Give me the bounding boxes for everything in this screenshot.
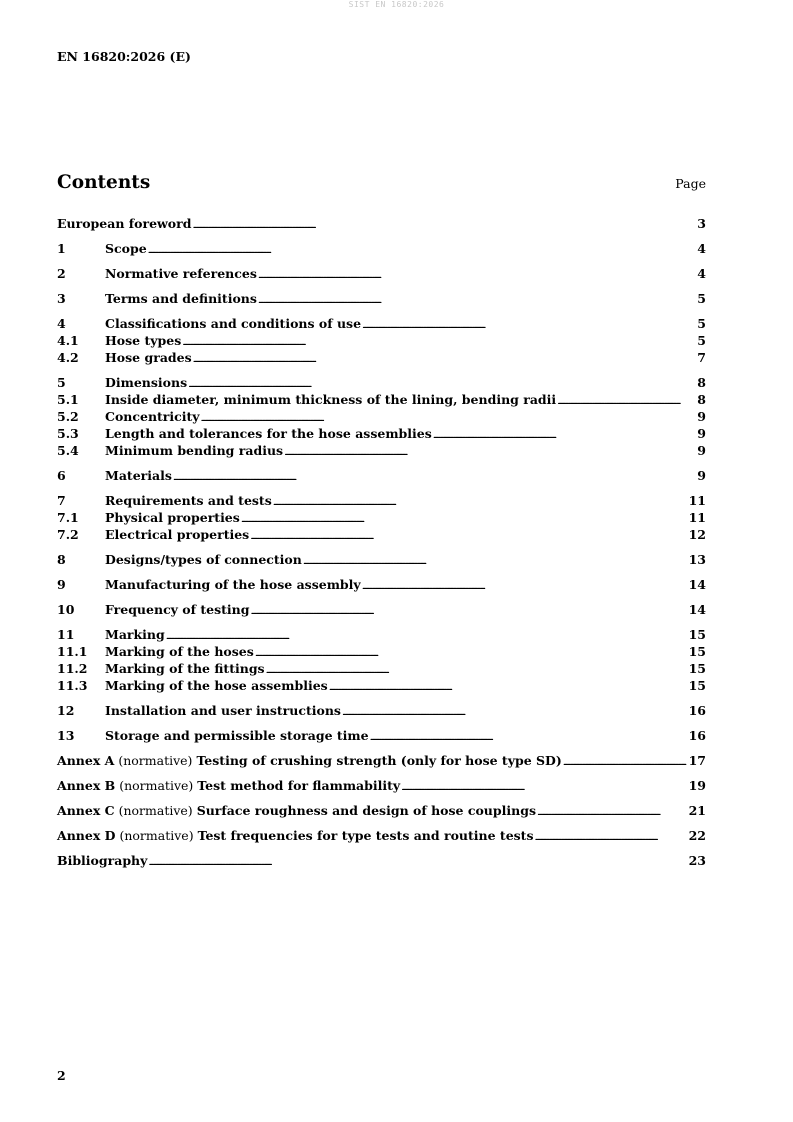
toc-entry-page: 14 [688,577,706,592]
annex-type: (normative) [118,803,193,818]
toc-entry-number: 4.2 [57,350,79,365]
toc-entry-title: Hose grades [105,350,192,365]
toc-entry-page: 16 [688,728,706,743]
toc-entry-title: Storage and permissible storage time [105,728,369,743]
toc-entry-title: Inside diameter, minimum thickness of the lining, bending radii [105,392,557,407]
toc-entry[interactable] [57,643,706,660]
annex-page: 21 [688,803,706,818]
toc-entry-bibliography[interactable] [57,852,706,869]
toc-entry-number: 10 [57,602,75,617]
dot-leader [258,265,696,285]
toc-entry-title: Length and tolerances for the hose assemblies [105,426,432,441]
toc-entry[interactable] [57,551,706,568]
toc-entry-number: 7.1 [57,510,79,525]
toc-entry[interactable] [57,315,706,332]
toc-entry-title: European foreword [57,216,192,231]
toc-entry-title: Hose types [105,333,182,348]
toc-entry[interactable] [57,702,706,719]
dot-leader [563,752,688,772]
toc-entry-foreword[interactable] [57,215,706,232]
toc-entry-page: 4 [697,266,706,281]
toc-entry[interactable] [57,727,706,744]
toc-entry-title: Marking of the hoses [105,644,254,659]
toc-entry-page: 15 [688,661,706,676]
toc-entry-page: 16 [688,703,706,718]
toc-entry-number: 11.3 [57,678,88,693]
annex-title: Surface roughness and design of hose couplings [196,803,537,818]
toc-entry-number: 12 [57,703,75,718]
toc-entry-title: Designs/types of connection [105,552,302,567]
toc-entry-number: 7 [57,493,66,508]
page-number: 2 [57,1068,66,1083]
dot-leader [303,551,688,571]
annex-page: 22 [688,828,706,843]
dot-leader [329,677,688,697]
toc-entry-page: 13 [688,552,706,567]
toc-entry-number: 1 [57,241,66,256]
toc-entry-page: 3 [697,216,706,231]
toc-entry[interactable] [57,492,706,509]
toc-entry-page: 14 [688,602,706,617]
dot-leader [192,215,696,235]
toc-entry-page: 11 [688,510,706,525]
toc-entry[interactable] [57,332,706,349]
dot-leader [537,802,688,822]
toc-entry-number: 5.1 [57,392,79,407]
toc-entry-page: 9 [697,443,706,458]
toc-entry-number: 5.3 [57,426,79,441]
toc-entry[interactable] [57,660,706,677]
toc-entry-page: 15 [688,678,706,693]
toc-title: Contents [57,172,151,193]
toc-entry[interactable] [57,265,706,282]
toc-entry[interactable] [57,526,706,543]
toc-entry[interactable] [57,425,706,442]
toc-entry-title: Normative references [105,266,257,281]
toc-entry-title: Physical properties [105,510,240,525]
dot-leader [370,727,688,747]
annex-label: Annex D [57,828,116,843]
toc-annex-c[interactable] [57,802,706,819]
toc-entry-title: Electrical properties [105,527,250,542]
annex-label: Annex B [57,778,116,793]
dot-leader [193,349,697,369]
toc-entry[interactable] [57,626,706,643]
toc-entry-page: 7 [697,350,706,365]
toc-entry-title: Classifications and conditions of use [105,316,362,331]
annex-title: Testing of crushing strength (only for hose type SD) [196,753,562,768]
toc-entry-title: Dimensions [105,375,188,390]
dot-leader [258,290,696,310]
toc-entry[interactable] [57,408,706,425]
toc-entry-page: 12 [688,527,706,542]
toc-entry-page: 9 [697,426,706,441]
toc-entry-title: Installation and user instructions [105,703,341,718]
toc-entry-title: Marking [105,627,165,642]
toc-entry-page: 9 [697,409,706,424]
toc-entry-page: 5 [697,291,706,306]
toc-entry[interactable] [57,442,706,459]
toc-entry-page: 23 [688,853,706,868]
toc-entry-title: Terms and definitions [105,291,257,306]
toc-entry-page: 15 [688,627,706,642]
annex-page: 17 [688,753,706,768]
toc-entry-number: 3 [57,291,66,306]
toc-entry[interactable] [57,509,706,526]
toc-entry-page: 9 [697,468,706,483]
toc-entry-page: 11 [688,493,706,508]
toc-entry-title: Requirements and tests [105,493,272,508]
toc-entry-number: 5 [57,375,66,390]
toc-annex-d[interactable] [57,827,706,844]
toc-entry-number: 11.1 [57,644,88,659]
toc-entry-number: 9 [57,577,66,592]
dot-leader [250,526,687,546]
toc-entry[interactable] [57,374,706,391]
annex-title: Test frequencies for type tests and routine tests [197,828,534,843]
dot-leader [342,702,688,722]
toc-entry[interactable] [57,240,706,257]
annex-title: Test method for flammability [197,778,401,793]
toc-entry[interactable] [57,349,706,366]
toc-entry-number: 5.4 [57,443,79,458]
toc-page-label: Page [675,176,706,191]
toc-entry-number: 11.2 [57,661,88,676]
toc-entry-title: Minimum bending radius [105,443,284,458]
dot-leader [173,467,696,487]
toc-entry[interactable] [57,576,706,593]
toc-entry-number: 7.2 [57,527,79,542]
annex-label: Annex A [57,753,115,768]
toc-entry-number: 8 [57,552,66,567]
toc-entry-title: Concentricity [105,409,200,424]
dot-leader [250,601,687,621]
annex-page: 19 [688,778,706,793]
annex-type: (normative) [118,753,193,768]
toc-entry-title: Bibliography [57,853,148,868]
toc-entry-page: 8 [697,375,706,390]
annex-label: Annex C [57,803,115,818]
toc-entry-title: Manufacturing of the hose assembly [105,577,361,592]
toc-entry-number: 5.2 [57,409,79,424]
toc-entry-page: 5 [697,316,706,331]
dot-leader [401,777,687,797]
toc-entry-title: Marking of the fittings [105,661,265,676]
toc-entry-title: Materials [105,468,172,483]
toc-title-row [57,172,706,193]
table-of-contents [57,215,706,869]
toc-entry-number: 13 [57,728,75,743]
toc-entry-title: Marking of the hose assemblies [105,678,328,693]
toc-entry[interactable] [57,391,706,408]
toc-entry-number: 4.1 [57,333,79,348]
dot-leader [362,576,688,596]
toc-entry[interactable] [57,677,706,694]
document-header: EN 16820:2026 (E) [57,49,191,64]
toc-annex-b[interactable] [57,777,706,794]
toc-entry-number: 11 [57,627,75,642]
toc-entry-page: 5 [697,333,706,348]
toc-entry[interactable] [57,467,706,484]
toc-entry-page: 4 [697,241,706,256]
toc-entry-number: 4 [57,316,66,331]
watermark: SIST EN 16820:2026 [348,0,445,9]
dot-leader [148,240,697,260]
dot-leader [535,827,688,847]
toc-entry[interactable] [57,290,706,307]
toc-entry-number: 2 [57,266,66,281]
toc-annex-a[interactable] [57,752,706,769]
annex-type: (normative) [119,828,194,843]
toc-entry-page: 8 [697,392,706,407]
toc-entry-title: Scope [105,241,147,256]
toc-entry-number: 6 [57,468,66,483]
dot-leader [284,442,696,462]
toc-entry[interactable] [57,601,706,618]
toc-entry-title: Frequency of testing [105,602,250,617]
toc-entry-page: 15 [688,644,706,659]
annex-type: (normative) [119,778,194,793]
dot-leader [148,852,687,872]
